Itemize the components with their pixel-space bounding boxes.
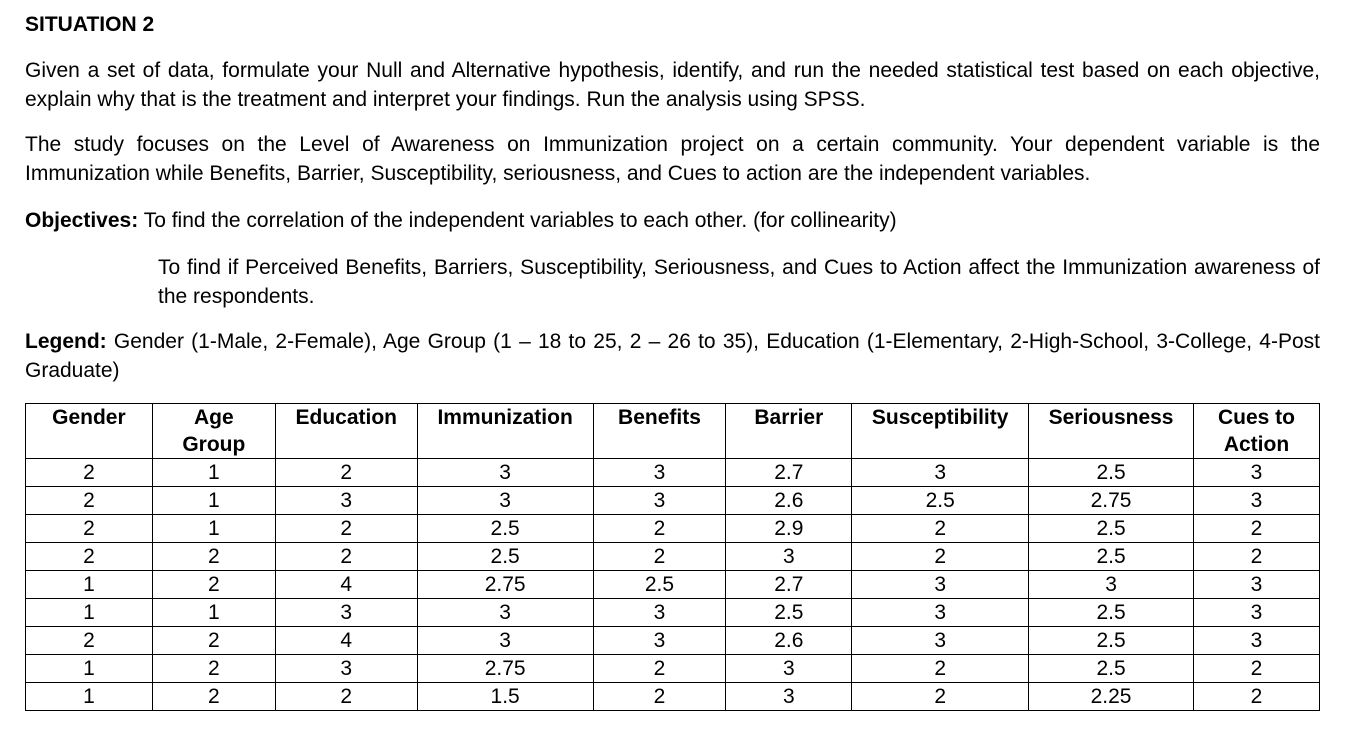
cell-seriousness: 3	[1029, 571, 1194, 599]
cell-seriousness: 2.5	[1029, 515, 1194, 543]
cell-benefits: 2	[593, 543, 726, 571]
header-susceptibility: Susceptibility	[852, 404, 1029, 459]
cell-immunization: 3	[417, 487, 593, 515]
cell-susceptibility: 3	[852, 599, 1029, 627]
table-header-row	[26, 404, 1320, 459]
cell-education: 4	[275, 627, 417, 655]
cell-gender: 2	[26, 627, 153, 655]
cell-barrier: 2.7	[726, 571, 852, 599]
cell-immunization: 2.75	[417, 571, 593, 599]
cell-seriousness: 2.5	[1029, 627, 1194, 655]
cell-immunization: 3	[417, 459, 593, 487]
cell-gender: 2	[26, 543, 153, 571]
table-row	[26, 515, 1320, 543]
cell-age-group: 1	[152, 599, 275, 627]
section-heading: SITUATION 2	[25, 13, 155, 36]
legend-text: Gender (1-Male, 2-Female), Age Group (1 – 18 to 25, 2 – 26 to 35), Education (1-Elementary, 2-High-School, 3-College, 4-Post Graduate)	[25, 330, 1320, 382]
cell-age-group: 1	[152, 515, 275, 543]
cell-benefits: 3	[593, 627, 726, 655]
table-row	[26, 459, 1320, 487]
cell-susceptibility: 3	[852, 459, 1029, 487]
cell-seriousness: 2.75	[1029, 487, 1194, 515]
cell-immunization: 1.5	[417, 683, 593, 711]
cell-benefits: 3	[593, 487, 726, 515]
cell-susceptibility: 3	[852, 571, 1029, 599]
header-education: Education	[275, 404, 417, 459]
cell-susceptibility: 2	[852, 655, 1029, 683]
cell-education: 3	[275, 487, 417, 515]
cell-cues-to-action: 3	[1193, 571, 1319, 599]
cell-cues-to-action: 2	[1193, 683, 1319, 711]
header-immunization: Immunization	[417, 404, 593, 459]
cell-cues-to-action: 2	[1193, 655, 1319, 683]
objective-first: To find the correlation of the independent variables to each other. (for collinearity)	[143, 209, 897, 232]
cell-education: 2	[275, 515, 417, 543]
header-age-group: Age Group	[152, 404, 275, 459]
cell-barrier: 2.5	[726, 599, 852, 627]
cell-age-group: 2	[152, 683, 275, 711]
data-table	[25, 403, 1320, 711]
cell-susceptibility: 2	[852, 543, 1029, 571]
cell-susceptibility: 3	[852, 627, 1029, 655]
cell-cues-to-action: 2	[1193, 515, 1319, 543]
table-row	[26, 599, 1320, 627]
objectives-label: Objectives:	[25, 209, 139, 232]
legend-line	[25, 327, 1320, 385]
cell-barrier: 2.6	[726, 487, 852, 515]
cell-age-group: 2	[152, 627, 275, 655]
cell-barrier: 2.6	[726, 627, 852, 655]
cell-cues-to-action: 3	[1193, 487, 1319, 515]
cell-gender: 1	[26, 599, 153, 627]
cell-age-group: 2	[152, 571, 275, 599]
objective-second: To find if Perceived Benefits, Barriers, Susceptibility, Seriousness, and Cues to Action affect the Immunization awareness of the respondents.	[158, 256, 1320, 308]
header-seriousness: Seriousness	[1029, 404, 1194, 459]
cell-benefits: 3	[593, 459, 726, 487]
cell-immunization: 3	[417, 627, 593, 655]
cell-seriousness: 2.25	[1029, 683, 1194, 711]
cell-education: 4	[275, 571, 417, 599]
header-barrier: Barrier	[726, 404, 852, 459]
cell-gender: 2	[26, 487, 153, 515]
cell-susceptibility: 2	[852, 515, 1029, 543]
cell-cues-to-action: 3	[1193, 627, 1319, 655]
table-row	[26, 627, 1320, 655]
cell-gender: 1	[26, 571, 153, 599]
header-benefits: Benefits	[593, 404, 726, 459]
header-gender: Gender	[26, 404, 153, 459]
cell-immunization: 2.75	[417, 655, 593, 683]
cell-cues-to-action: 3	[1193, 459, 1319, 487]
cell-benefits: 3	[593, 599, 726, 627]
cell-immunization: 2.5	[417, 515, 593, 543]
cell-cues-to-action: 3	[1193, 599, 1319, 627]
cell-barrier: 2.9	[726, 515, 852, 543]
cell-benefits: 2	[593, 655, 726, 683]
cell-gender: 1	[26, 683, 153, 711]
cell-age-group: 1	[152, 459, 275, 487]
table-row	[26, 543, 1320, 571]
cell-immunization: 3	[417, 599, 593, 627]
cell-education: 2	[275, 543, 417, 571]
cell-susceptibility: 2	[852, 683, 1029, 711]
cell-benefits: 2.5	[593, 571, 726, 599]
cell-seriousness: 2.5	[1029, 599, 1194, 627]
cell-immunization: 2.5	[417, 543, 593, 571]
cell-age-group: 2	[152, 543, 275, 571]
cell-benefits: 2	[593, 515, 726, 543]
cell-gender: 1	[26, 655, 153, 683]
cell-barrier: 3	[726, 655, 852, 683]
cell-seriousness: 2.5	[1029, 543, 1194, 571]
cell-seriousness: 2.5	[1029, 655, 1194, 683]
table-row	[26, 683, 1320, 711]
cell-gender: 2	[26, 459, 153, 487]
cell-education: 2	[275, 459, 417, 487]
cell-cues-to-action: 2	[1193, 543, 1319, 571]
cell-education: 3	[275, 599, 417, 627]
cell-barrier: 3	[726, 543, 852, 571]
header-cues-to-action: Cues to Action	[1193, 404, 1319, 459]
instructions-paragraph: Given a set of data, formulate your Null and Alternative hypothesis, identify, and run the needed statistical test based on each objective, explain why that is the treatment and interpret your findings. Run the analysis using SPSS.	[25, 59, 1320, 111]
cell-age-group: 2	[152, 655, 275, 683]
cell-education: 3	[275, 655, 417, 683]
cell-age-group: 1	[152, 487, 275, 515]
table-row	[26, 655, 1320, 683]
cell-susceptibility: 2.5	[852, 487, 1029, 515]
cell-gender: 2	[26, 515, 153, 543]
objectives-line	[25, 206, 1320, 235]
cell-education: 2	[275, 683, 417, 711]
table-row	[26, 571, 1320, 599]
cell-barrier: 2.7	[726, 459, 852, 487]
legend-label: Legend:	[25, 330, 107, 353]
table-row	[26, 487, 1320, 515]
cell-barrier: 3	[726, 683, 852, 711]
cell-seriousness: 2.5	[1029, 459, 1194, 487]
study-description-paragraph: The study focuses on the Level of Awareness on Immunization project on a certain community. Your dependent variable is the Immunization while Benefits, Barrier, Susceptibility, seriousness, and Cues to action are the independent variables.	[25, 133, 1320, 185]
cell-benefits: 2	[593, 683, 726, 711]
